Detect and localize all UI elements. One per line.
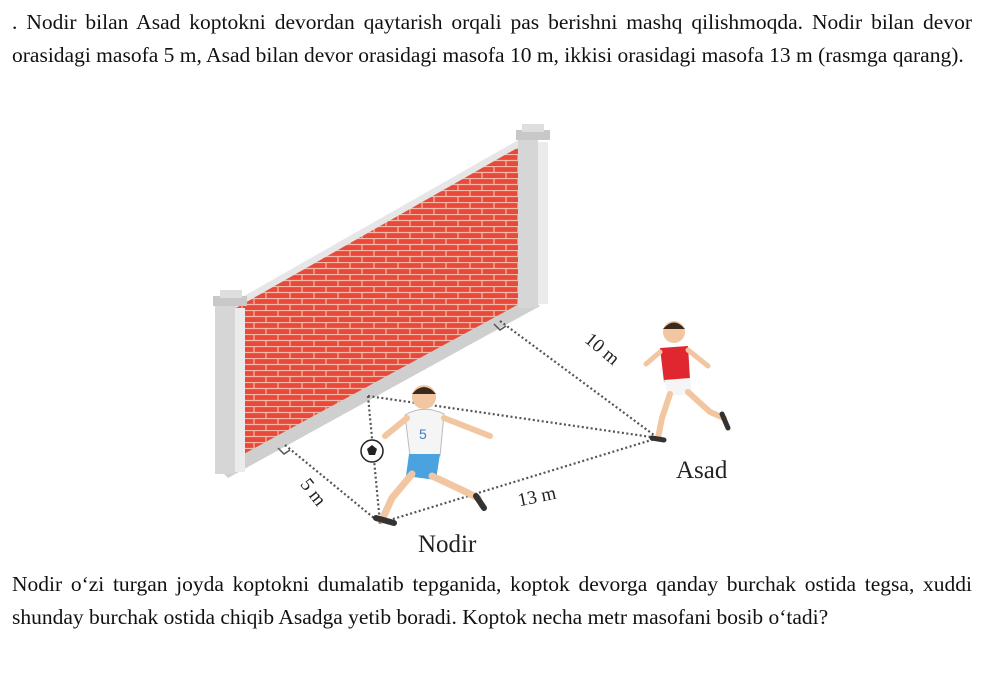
- problem-text-intro: . Nodir bilan Asad koptokni devordan qaytarish orqali pas berishni mashq qilishmoqda. Nodir bilan devor orasidagi masofa 5 m, Asad bilan devor orasidagi masofa 10 m, ikkisi orasidagi masofa 13 m (rasmga qarang).: [12, 10, 972, 67]
- distance-label-5m: 5 m: [295, 474, 331, 511]
- problem-text-question: Nodir o‘zi turgan joyda koptokni dumalatib tepganida, koptok devorga qanday burchak ostida tegsa, xuddi shunday burchak ostida chiqib Asadga yetib boradi. Koptok necha metr masofani bosib o‘tadi?: [12, 572, 972, 629]
- label-nodir: Nodir: [418, 531, 477, 558]
- svg-text:5: 5: [419, 426, 427, 442]
- brick-wall: [213, 124, 550, 478]
- asad-player: [646, 321, 728, 440]
- distance-label-13m: 13 m: [515, 482, 559, 512]
- soccer-ball: [361, 440, 383, 462]
- left-pillar: [213, 290, 247, 474]
- right-pillar: [516, 124, 550, 308]
- distance-label-10m: 10 m: [580, 328, 624, 370]
- nodir-player: [376, 385, 490, 523]
- wall-pass-illustration: [200, 118, 760, 563]
- label-asad: Asad: [676, 457, 728, 484]
